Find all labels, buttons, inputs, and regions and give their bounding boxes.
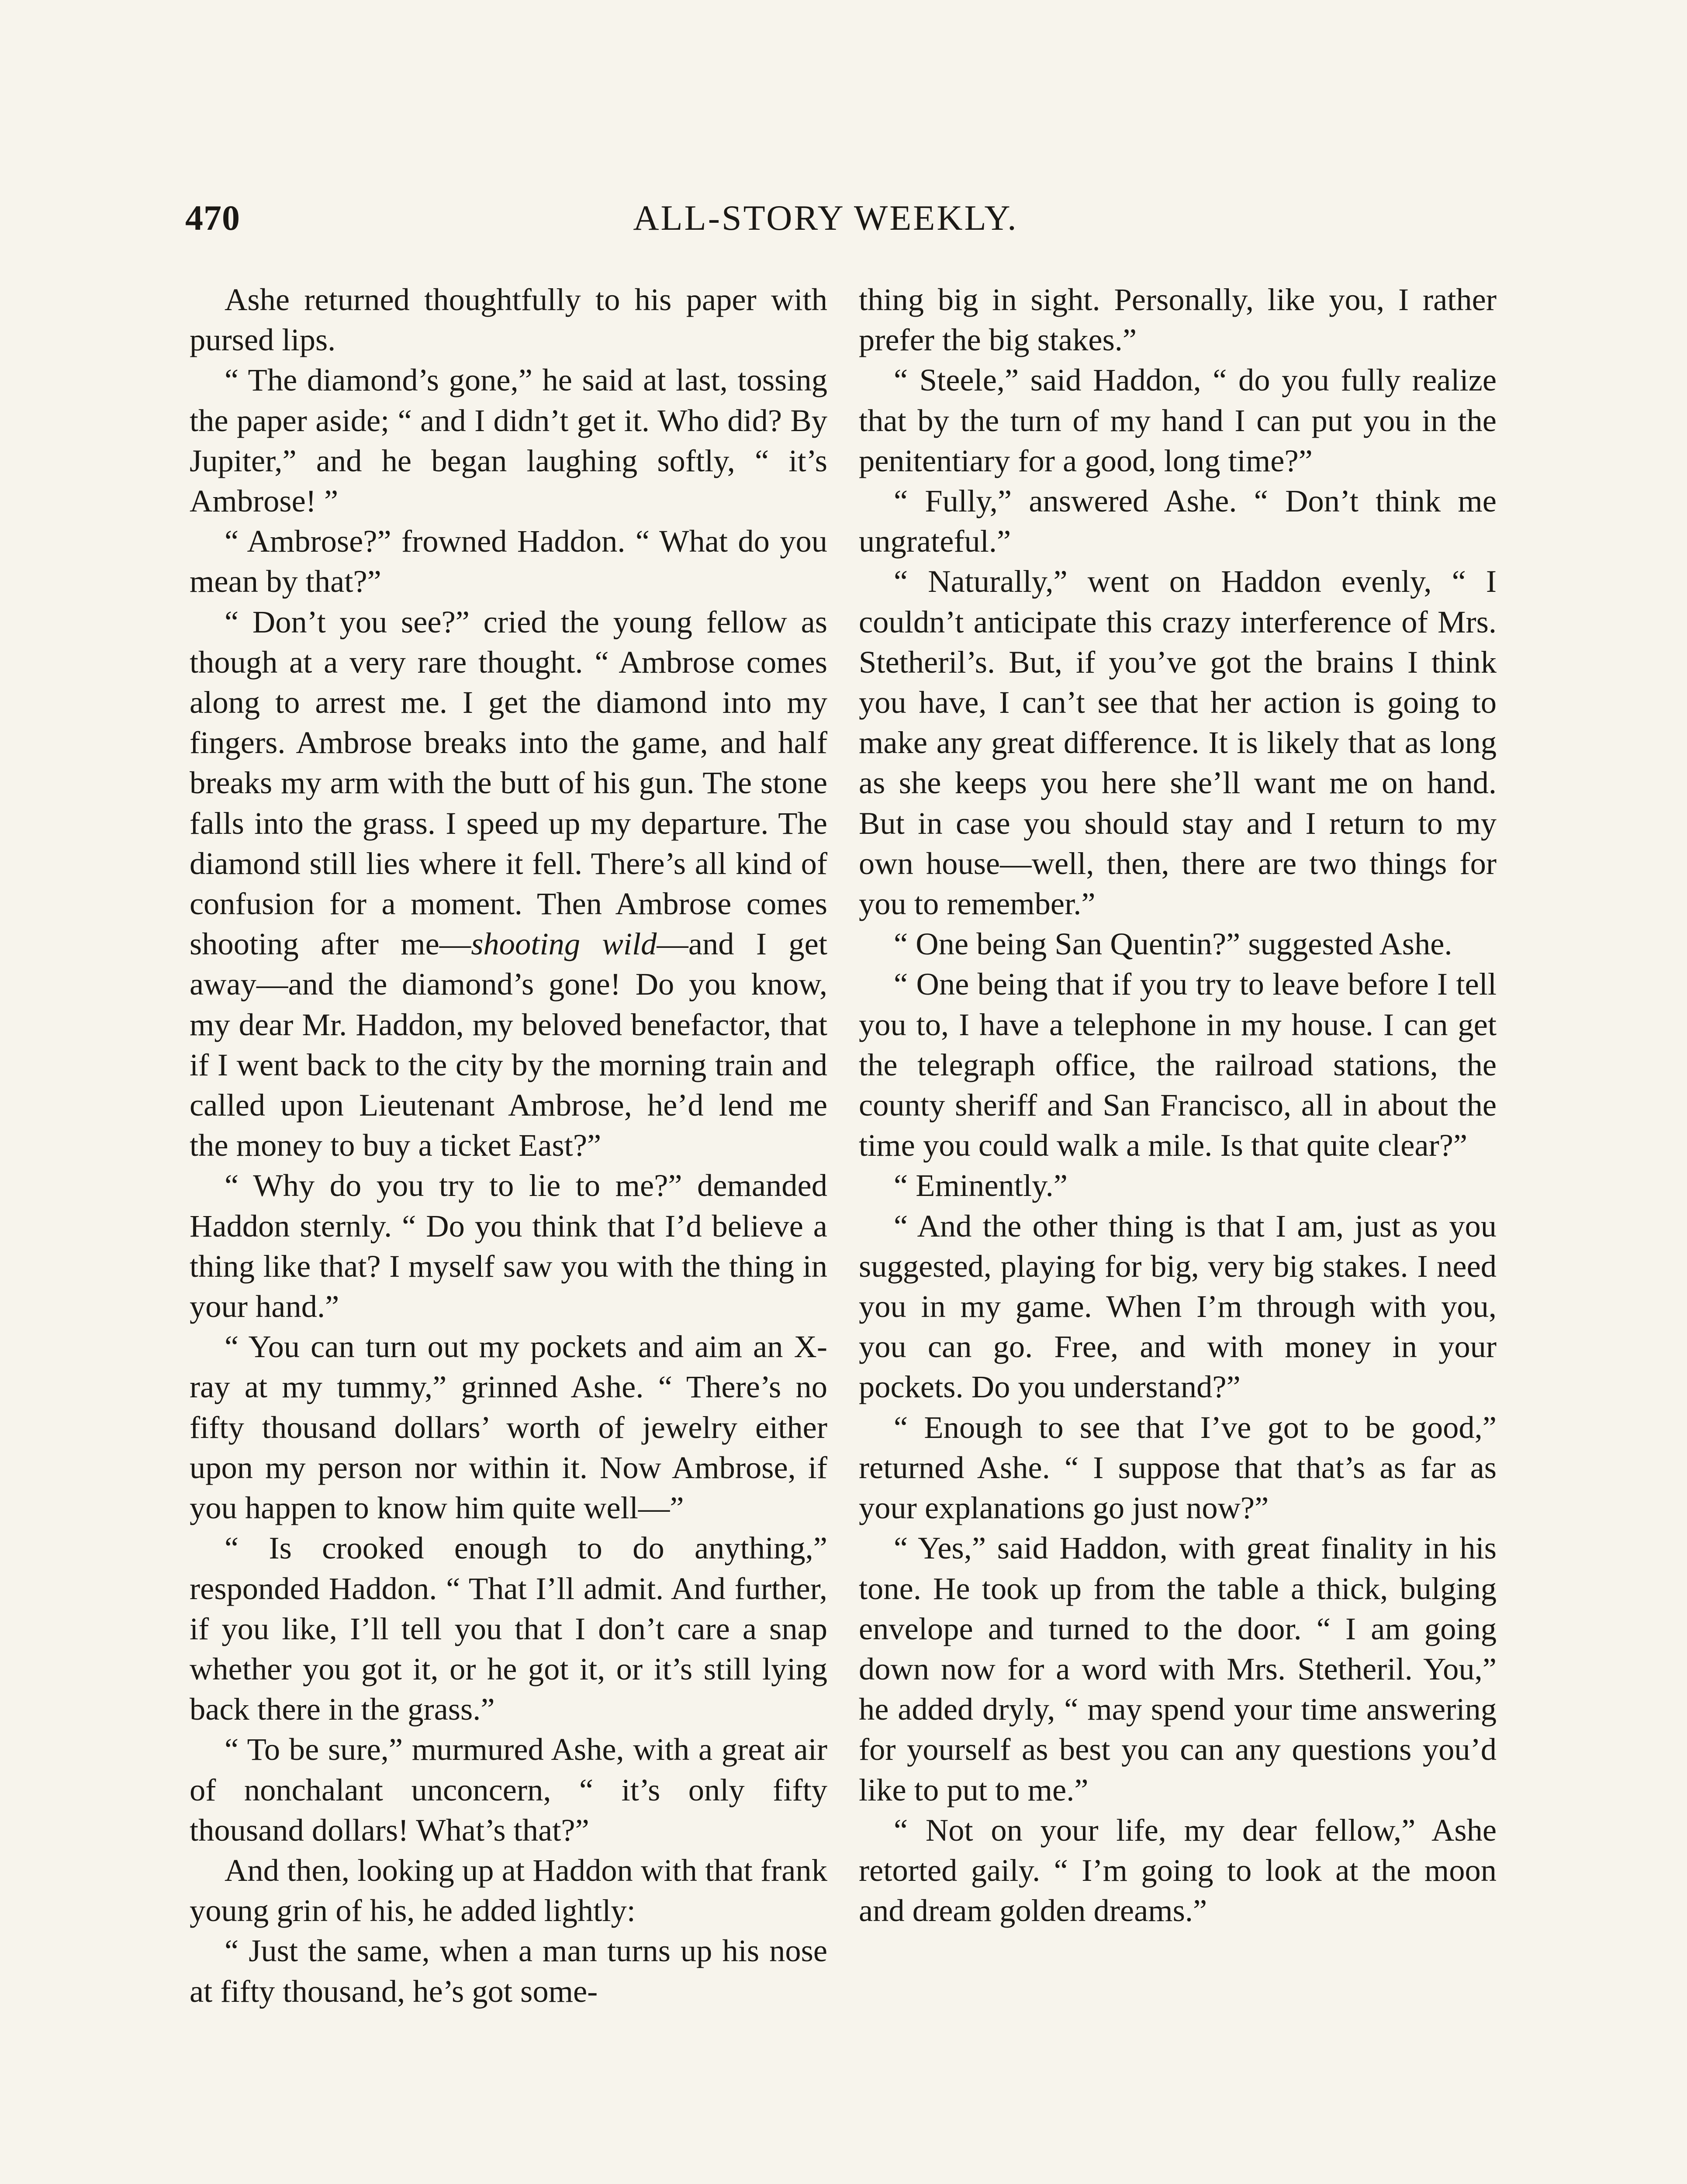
paragraph [859,360,1497,481]
paragraph-text: “ You can turn out my pockets and aim an X-ray at my tummy,” grinned Ashe. “ There’s no fifty thousand dollars’ worth of jewelry either upon my person nor within it. Now Ambrose, if you happen to know him quite well—” [190,1329,827,1526]
text-column-left [190,280,827,2011]
paragraph-text: Ashe returned thoughtfully to his paper with pursed lips. [190,282,827,358]
paragraph [190,1931,827,2011]
running-head: ALL-STORY WEEKLY. [633,198,1018,238]
paragraph [859,1165,1497,1206]
paragraph-text: “ Yes,” said Haddon, with great finality in his tone. He took up from the table a thick, bulging envelope and turned to the door. “ I am going down now for a word with Mrs. Stetheril. You,” he added dryly, “ may spend your time answering for yourself as best you can any questions you’d like to put to me.” [859,1530,1497,1807]
paragraph-text: “ One being that if you try to leave before I tell you to, I have a telephone in my house. I can get the telegraph office, the railroad stations, the county sheriff and San Francisco, all in about the time you could walk a mile. Is that quite clear?” [859,966,1497,1163]
paragraph [859,1528,1497,1810]
paragraph-text: —and I get away—and the diamond’s gone! Do you know, my dear Mr. Haddon, my beloved benefactor, that if I went back to the city by the morning train and called upon Lieutenant Ambrose, he’d lend me the money to buy a ticket East?” [190,926,827,1163]
page-number: 470 [185,198,240,238]
paragraph-text: “ One being San Quentin?” suggested Ashe. [894,926,1452,962]
paragraph-text: “ To be sure,” murmured Ashe, with a great air of nonchalant unconcern, “ it’s only fifty thousand dollars! What’s that?” [190,1731,827,1848]
paragraph [190,1327,827,1528]
paragraph [190,1528,827,1729]
paragraph-text: “ Ambrose?” frowned Haddon. “ What do you mean by that?” [190,523,827,599]
paragraph [859,561,1497,924]
paragraph [190,521,827,601]
paragraph-text: “ Not on your life, my dear fellow,” Ashe retorted gaily. “ I’m going to look at the moon and dream golden dreams.” [859,1812,1497,1928]
paragraph-text: “ Why do you try to lie to me?” demanded Haddon sternly. “ Do you think that I’d believe a thing like that? I myself saw you with the thing in your hand.” [190,1168,827,1324]
paragraph [190,1729,827,1850]
paragraph [190,602,827,1166]
paragraph [859,924,1497,964]
paragraph-text: “ Fully,” answered Ashe. “ Don’t think me ungrateful.” [859,483,1497,559]
paragraph [859,1206,1497,1407]
paragraph-text: And then, looking up at Haddon with that frank young grin of his, he added lightly: [190,1852,827,1928]
paragraph [190,1165,827,1327]
paragraph-text: “ Is crooked enough to do anything,” responded Haddon. “ That I’ll admit. And further, if you like, I’ll tell you that I don’t care a snap whether you got it, or he got it, or it’s still lying back there in the grass.” [190,1530,827,1727]
paragraph [190,280,827,360]
paragraph [190,1850,827,1931]
paragraph [859,1407,1497,1528]
paragraph-text: “ Naturally,” went on Haddon evenly, “ I couldn’t anticipate this crazy interference of Mrs. Stetheril’s. But, if you’ve got the brains I think you have, I can’t see that her action is going to make any great difference. It is likely that as long as she keeps you here she’ll want me on hand. But in case you should stay and I return to my own house—well, then, there are two things for you to remember.” [859,563,1497,922]
paragraph-text: “ Eminently.” [894,1168,1068,1203]
paragraph [859,964,1497,1165]
paragraph-text: “ The diamond’s gone,” he said at last, tossing the paper aside; “ and I didn’t get it. Who did? By Jupiter,” and he began laughing softly, “ it’s Ambrose! ” [190,362,827,519]
text-column-right [859,280,1497,1931]
paragraph [859,481,1497,561]
paragraph-text: “ Enough to see that I’ve got to be good,” returned Ashe. “ I suppose that that’s as far as your explanations go just now?” [859,1409,1497,1526]
paragraph [859,1810,1497,1931]
paragraph-text: “ Just the same, when a man turns up his nose at fifty thousand, he’s got some- [190,1933,827,2009]
paragraph-text: “ Steele,” said Haddon, “ do you fully realize that by the turn of my hand I can put you in the penitentiary for a good, long time?” [859,362,1497,478]
paragraph-text: thing big in sight. Personally, like you, I rather prefer the big stakes.” [859,282,1497,358]
paragraph [859,280,1497,360]
paragraph-text: “ And the other thing is that I am, just as you suggested, playing for big, very big stakes. I need you in my game. When I’m through with you, you can go. Free, and with money in your pockets. Do you understand?” [859,1208,1497,1405]
emphasis-text: shooting wild [471,926,657,962]
paragraph [190,360,827,521]
paragraph-text: “ Don’t you see?” cried the young fellow as though at a very rare thought. “ Ambrose comes along to arrest me. I get the diamond into my fingers. Ambrose breaks into the game, and half breaks my arm with the butt of his gun. The stone falls into the grass. I speed up my departure. The diamond still lies where it fell. There’s all kind of confusion for a moment. Then Ambrose comes shooting after me— [190,604,827,962]
